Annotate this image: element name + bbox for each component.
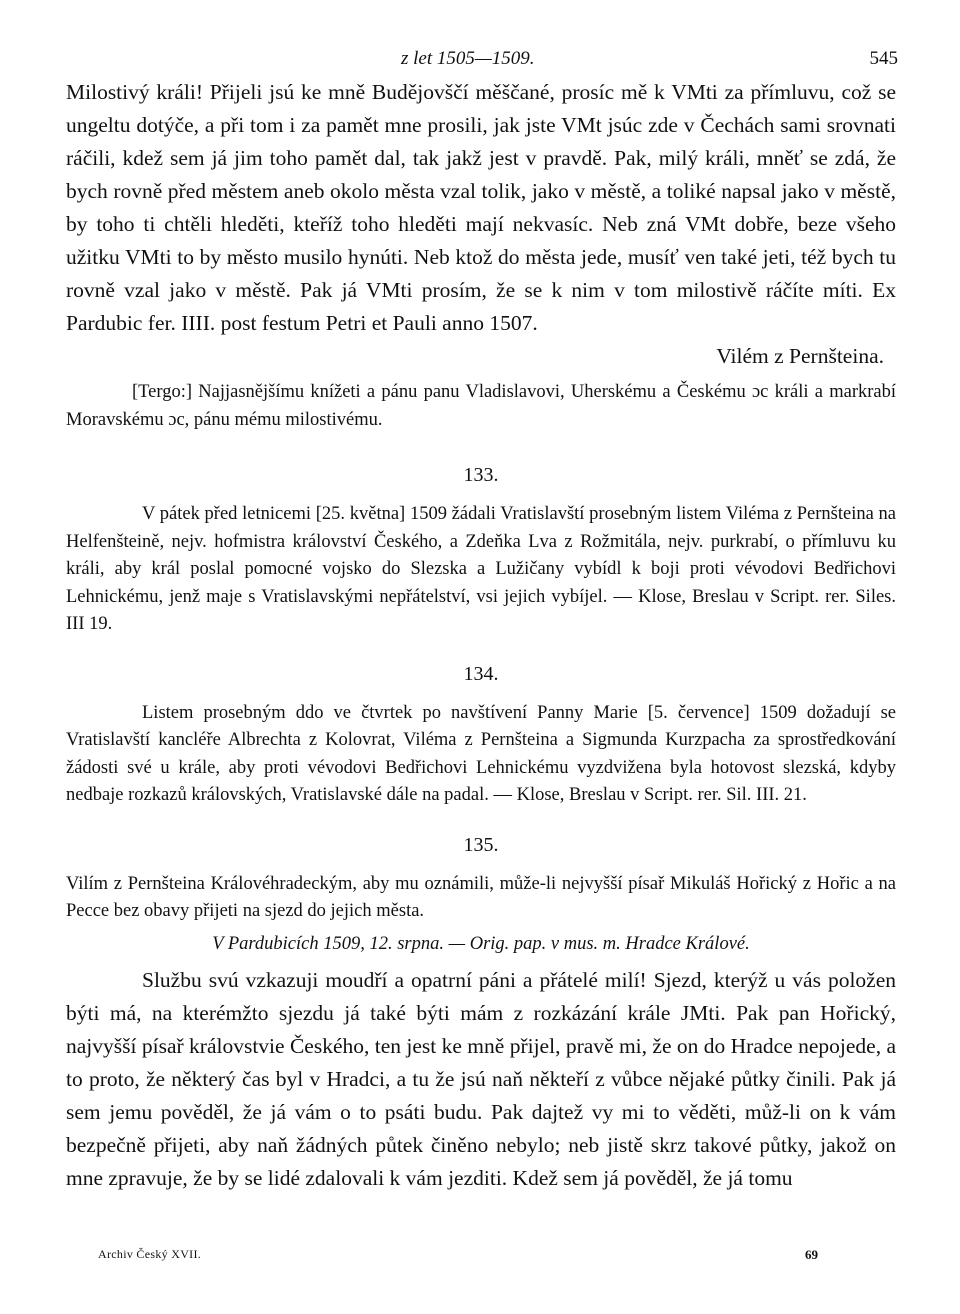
page-header xyxy=(66,44,896,74)
running-title: z let 1505—1509. xyxy=(401,48,535,69)
sheet-number: 69 xyxy=(805,1247,818,1262)
item-135-number: 135. xyxy=(463,833,499,856)
letter-132-body: Milostivý králi! Přijeli jsú ke mně Budějovščí měščané, prosíc mě k VMti za přímluvu, což se ungeltu dotýče, a při tom i za pamět mne prosili, jak jste VMt jsúc zde v Čechách sami srovnati ráčili, kdež sem já jim toho pamět dal, tak jakž jest v pravdě. Pak, milý králi, mněť se zdá, že bych rovně před městem aneb okolo města vzal tolik, jako v městě, a toliké napsal jako v městě, by toho ti chtěli hleděti, kteříž toho hleděti mají nekvasíc. Neb zná VMt dobře, beze všeho užitku VMti to by město musilo hynúti. Neb ktož do města jede, musíť ven také jeti, též bych tu rovně vzal jako v městě. Pak já VMti prosím, že se k nim v tom milostivě ráčíte míti. Ex Pardubic fer. IIII. post festum Petri et Pauli anno 1507. xyxy=(66,80,896,335)
signature-mark: Archiv Český XVII. xyxy=(98,1247,202,1261)
item-135-summary: Vilím z Pernšteina Královéhradeckým, aby mu oznámili, může-li nejvyšší písař Mikuláš Hořický z Hořic a na Pecce bez obavy přijeti na sjezd do jejich města. xyxy=(66,873,896,921)
page-footer xyxy=(98,1247,838,1271)
item-134-text: Listem prosebným ddo ve čtvrtek po navštívení Panny Marie [5. července] 1509 dožadují se Vratislavští kancléře Albrechta z Kolovrat, Viléma z Pernšteina a Sigmunda Kurzpacha za sprostředkování žádosti své u krále, aby proti vévodovi Bedřichovi Lehnickému vyzdvižena byla hotovost slezská, kdyby nedbaje rozkazů královských, Vratislavské dále na padal. — Klose, Breslau v Script. rer. Sil. III. 21. xyxy=(66,702,896,805)
letter-132-signature: Vilém z Pernšteina. xyxy=(716,344,884,368)
document-page xyxy=(66,44,896,1195)
page-number: 545 xyxy=(869,48,898,69)
item-135-dateline: V Pardubicích 1509, 12. srpna. — Orig. pap. v mus. m. Hradce Králové. xyxy=(212,933,750,954)
letter-132-address: [Tergo:] Najjasnějšímu knížeti a pánu panu Vladislavovi, Uherskému a Českému ɔc králi a markrabí Moravskému ɔc, pánu mému milostivému. xyxy=(66,382,896,430)
item-133-text: V pátek před letnicemi [25. května] 1509 žádali Vratislavští prosebným listem Viléma z Pernšteina na Helfenšteině, nejv. hofmistra království Českého, a Zdeňka Lva z Rožmitála, nejv. purkrabí, o přímluvu ku králi, aby král poslal pomocné vojsko do Slezska a Lužičany vybídl k boji proti vévodovi Bedřichovi Lehnickému, jenž maje s Vratislavskými nepřátelství, vsi jejich vybíjel. — Klose, Breslau v Script. rer. Siles. III 19. xyxy=(66,504,896,634)
item-135-body: Službu svú vzkazuji moudří a opatrní páni a přátelé milí! Sjezd, kterýž u vás položen býti má, na kterémžto sjezdu já také býti mám z rozkázání krále JMti. Pak pan Hořický, najvyšší písař královstvie Českého, ten jest ke mně přijel, pravě mi, že on do Hradce nepojede, a to proto, že některý čas byl v Hradci, a tu že jsú naň někteří z vůbce nějaké půtky činili. Pak já sem jemu pověděl, že já vám o to psáti budu. Pak dajtež vy mi to věděti, můž-li on k vám bezpečně přijeti, aby naň žádných půtek činěno nebylo; neb jistě skrz takové půtky, jakož on mne zpravuje, že by se lidé zdalovali k vám jezditi. Kdež sem já pověděl, že já tomu xyxy=(66,967,896,1190)
item-133-number: 133. xyxy=(463,464,499,486)
item-134-number: 134. xyxy=(463,662,499,685)
